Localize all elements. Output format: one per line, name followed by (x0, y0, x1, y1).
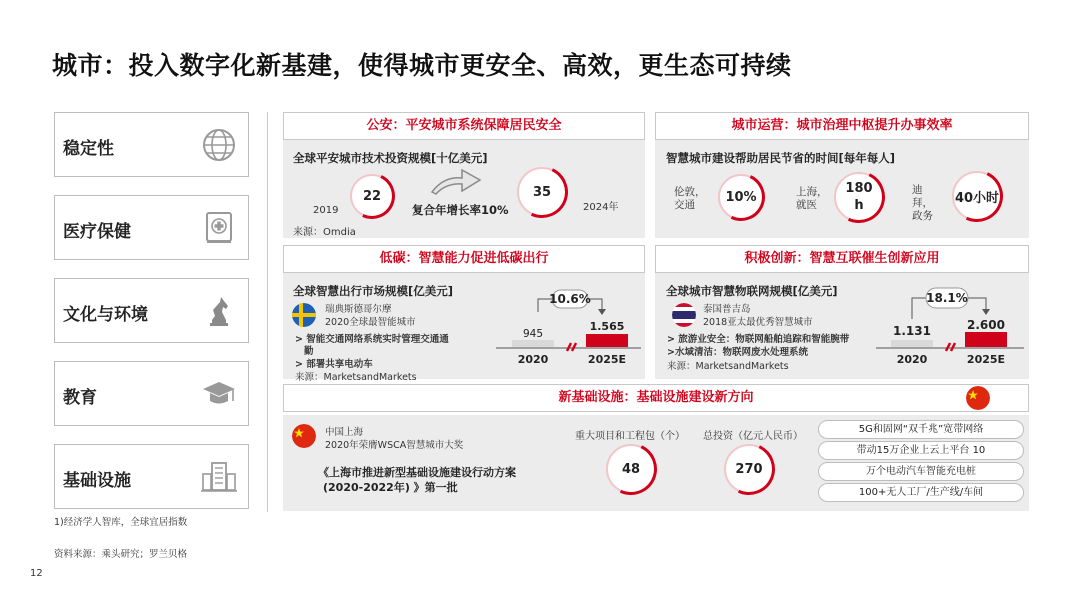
sidebar-item-label: 稳定性 (63, 139, 114, 159)
axis-label-2025: 2025E (587, 353, 627, 366)
value-text: 180 (845, 181, 873, 196)
label-line: 拜， (912, 197, 933, 209)
value-unit: h (854, 198, 864, 213)
growth-label: 10.6% (549, 292, 591, 306)
innovation-header: 积极创新：智慧互联催生创新应用 (655, 245, 1029, 273)
bar-value-2020: 1.131 (893, 324, 931, 338)
value-text: 48 (621, 461, 641, 477)
security-cagr: 复合年增长率10% (412, 203, 509, 217)
label-line: 政务 (912, 210, 933, 222)
china-flag-icon (966, 386, 990, 410)
innovation-subtitle: 全球城市智慧物联网规模[亿美元] (666, 284, 838, 298)
buildings-icon (200, 458, 238, 496)
security-2019-value (350, 174, 394, 218)
thailand-flag-icon (672, 303, 696, 327)
dubai-label (912, 184, 933, 223)
sidebar-item-label: 基础设施 (63, 471, 131, 491)
infra-projects-value (606, 444, 656, 494)
chess-knight-icon (200, 292, 238, 330)
innovation-city: 泰国普吉岛 (703, 304, 751, 315)
lowcarbon-source: 来源：MarketsandMarkets (295, 372, 417, 383)
value-text: 22 (362, 188, 382, 204)
bar-value-2025: 2.600 (967, 318, 1005, 332)
axis-label-2020: 2020 (896, 353, 928, 366)
divider (267, 112, 268, 512)
infra-pill-1: 5G和固网“双千兆”宽带网络 (818, 420, 1024, 439)
label-line: 交通 (674, 199, 695, 211)
sidebar-item-label: 文化与环境 (63, 305, 148, 325)
sweden-flag-icon (292, 303, 316, 327)
bar-2025 (586, 334, 628, 347)
innovation-award: 2018亚太最优秀智慧城市 (703, 317, 813, 328)
bar-2020 (891, 340, 933, 347)
bar-value-2020: 945 (522, 328, 544, 340)
operations-subtitle: 智慧城市建设帮助居民节省的时间[每年每人] (666, 151, 896, 165)
operations-header: 城市运营：城市治理中枢提升办事效率 (655, 112, 1029, 140)
lowcarbon-header: 低碳：智慧能力促进低碳出行 (283, 245, 645, 273)
china-flag-small-icon (292, 424, 316, 448)
security-2019-label: 2019 (313, 205, 339, 216)
sidebar-item-label: 教育 (63, 388, 97, 408)
infra-header: 新基础设施：基础设施建设新方向 (283, 384, 1029, 412)
lowcarbon-bullet-2: > 部署共享电动车 (295, 359, 373, 370)
infra-plan-line-1: 《上海市推进新型基础设施建设行动方案 (318, 466, 516, 479)
footnote: 1)经济学人智库，全球宜居指数 (54, 517, 188, 528)
label-line: 上海， (796, 186, 828, 198)
security-subtitle: 全球平安城市技术投资规模[十亿美元] (293, 151, 488, 165)
growth-arrow-icon (430, 166, 482, 196)
security-2024-label: 2024年 (583, 202, 619, 213)
axis-label-2020: 2020 (517, 353, 549, 366)
medical-book-icon (200, 209, 238, 247)
infra-investment-value (724, 444, 774, 494)
bar-2025 (965, 332, 1007, 347)
infra-award: 2020年荣膺WSCA智慧城市大奖 (325, 440, 464, 451)
value-text: 270 (735, 461, 763, 477)
bar-value-2025: 1.565 (589, 320, 625, 333)
value-text: 40小时 (954, 190, 1000, 206)
infra-plan-line-2: (2020-2022年) 》第一批 (323, 481, 458, 494)
dubai-value (952, 171, 1002, 221)
innovation-bullet-1: > 旅游业安全：物联网船舶追踪和智能腕带 (667, 334, 850, 345)
lowcarbon-city: 瑞典斯德哥尔摩 (325, 304, 392, 315)
infra-pill-4: 100+无人工厂/生产线/车间 (818, 483, 1024, 502)
security-source: 来源：Omdia (293, 227, 356, 238)
lowcarbon-bullet-1: > 智能交通网络系统实时管理交通通 (295, 334, 449, 345)
innovation-bullet-2: >水域清洁：物联网废水处理系统 (667, 347, 808, 358)
infra-city: 中国上海 (325, 427, 364, 438)
infra-projects-label: 重大项目和工程包（个） (575, 431, 685, 442)
sidebar-item-label: 医疗保健 (63, 222, 131, 242)
lowcarbon-subtitle: 全球智慧出行市场规模[亿美元] (293, 284, 454, 298)
sidebar-item-culture (54, 278, 249, 343)
infra-pill-2: 带动15万企业上云上平台 10 (818, 441, 1024, 460)
lowcarbon-bullet-1-cont: 勤 (304, 346, 314, 357)
axis-label-2025: 2025E (966, 353, 1006, 366)
globe-icon (200, 126, 238, 164)
security-2024-value (517, 167, 567, 217)
innovation-source: 来源：MarketsandMarkets (667, 361, 789, 372)
sidebar-item-infrastructure (54, 444, 249, 509)
security-header: 公安：平安城市系统保障居民安全 (283, 112, 645, 140)
shanghai-label (796, 186, 828, 212)
infra-pill-3: 万个电动汽车智能充电桩 (818, 462, 1024, 481)
infra-investment-label: 总投资（亿元人民币） (703, 431, 803, 442)
value-text: 35 (532, 184, 552, 200)
graduation-cap-icon (200, 375, 238, 413)
london-label (674, 186, 706, 212)
london-value (718, 174, 764, 220)
shanghai-value (834, 172, 884, 222)
label-line: 伦敦， (674, 186, 706, 198)
page-title: 城市：投入数字化新基建，使得城市更安全、高效，更生态可持续 (52, 51, 792, 80)
growth-label: 18.1% (926, 291, 968, 305)
lowcarbon-award: 2020全球最智能城市 (325, 317, 416, 328)
label-line: 就医 (796, 199, 817, 211)
label-line: 迪 (912, 184, 923, 196)
innovation-bar-chart (876, 285, 1024, 369)
page-number: 12 (30, 568, 43, 579)
sidebar-item-stability (54, 112, 249, 177)
value-text: 10% (725, 189, 757, 205)
lowcarbon-bar-chart (496, 287, 641, 369)
sidebar-item-education (54, 361, 249, 426)
sidebar-item-healthcare (54, 195, 249, 260)
bar-2020 (512, 340, 554, 347)
source-note: 资料来源：乘头研究；罗兰贝格 (54, 549, 188, 560)
